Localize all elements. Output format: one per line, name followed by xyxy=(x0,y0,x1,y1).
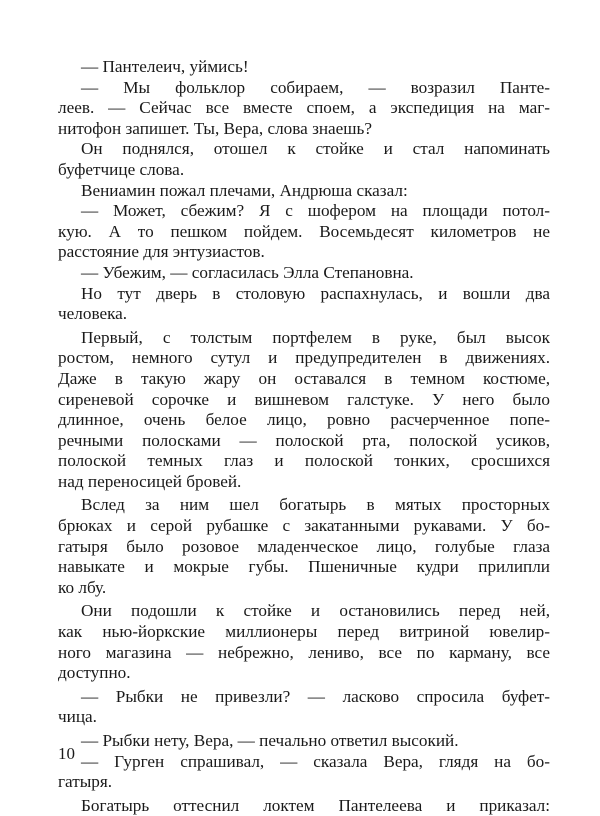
text-line: нитофон запишет. Ты, Вера, слова знаешь? xyxy=(58,118,373,138)
text-line: гатыря. xyxy=(58,772,113,792)
text-line: — Рыбки не привезли? — ласково спросила буфет- xyxy=(81,686,550,706)
text-line: — Убежим, — согласилась Элла Степановна. xyxy=(81,262,414,282)
text-line: ко лбу. xyxy=(58,577,107,597)
text-line: кую. А то пешком пойдем. Восемьдесят километров не xyxy=(58,221,550,241)
text-line: Вениамин пожал плечами, Андрюша сказал: xyxy=(81,180,408,200)
text-line: гатыря было розовое младенческое лицо, голубые глаза xyxy=(58,536,550,556)
text-line: брюках и серой рубашке с закатанными рукавами. У бо- xyxy=(58,516,550,536)
text-line: Богатырь оттеснил локтем Пантелеева и приказал: xyxy=(81,795,550,815)
text-line: — Может, сбежим? Я с шофером на площади потол- xyxy=(81,201,550,221)
text-line: Даже в такую жару он оставался в темном костюме, xyxy=(58,368,550,388)
text-line: Вслед за ним шел богатырь в мятых просторных xyxy=(81,495,550,515)
text-line: речными полосками — полоской рта, полоской усиков, xyxy=(58,430,550,450)
text-line: — Рыбки нету, Вера, — печально ответил высокий. xyxy=(81,731,459,750)
text-line: — Пантелеич, уймись! xyxy=(81,57,249,76)
text-line: над переносицей бровей. xyxy=(58,471,242,491)
text-line: как нью-йоркские миллионеры перед витриной ювелир- xyxy=(58,622,550,642)
text-line: ростом, немного сутул и предупредителен в движениях. xyxy=(58,348,550,368)
text-line: длинное, очень белое лицо, ровно расчерченное попе- xyxy=(58,410,550,430)
text-line: ного магазина — небрежно, лениво, все по карману, все xyxy=(58,642,550,662)
text-line: леев. — Сейчас все вместе споем, а экспедиция на маг- xyxy=(58,98,550,118)
text-line: навыкате и мокрые губы. Пшеничные кудри прилипли xyxy=(58,557,550,577)
body-text xyxy=(58,57,550,816)
text-line: Они подошли к стойке и остановились перед ней, xyxy=(81,601,550,621)
text-line: расстояние для энтузиастов. xyxy=(58,242,265,262)
text-line: чица. xyxy=(58,707,97,727)
text-line: Но тут дверь в столовую распахнулась, и вошли два xyxy=(81,283,550,303)
page-number: 10 xyxy=(58,744,75,763)
text-line: буфетчице слова. xyxy=(58,159,185,179)
text-line: доступно. xyxy=(58,663,131,683)
text-line: сиреневой сорочке и вишневом галстуке. У него было xyxy=(58,389,550,409)
text-line: Он поднялся, отошел к стойке и стал напоминать xyxy=(81,139,550,159)
text-line: — Гурген спрашивал, — сказала Вера, глядя на бо- xyxy=(81,751,550,771)
text-line: человека. xyxy=(58,304,128,324)
text-line: полоской темных глаз и полоской тонких, сросшихся xyxy=(58,451,550,471)
text-line: Первый, с толстым портфелем в руке, был высок xyxy=(81,327,550,347)
text-line: — Мы фольклор собираем, — возразил Панте- xyxy=(81,77,550,97)
